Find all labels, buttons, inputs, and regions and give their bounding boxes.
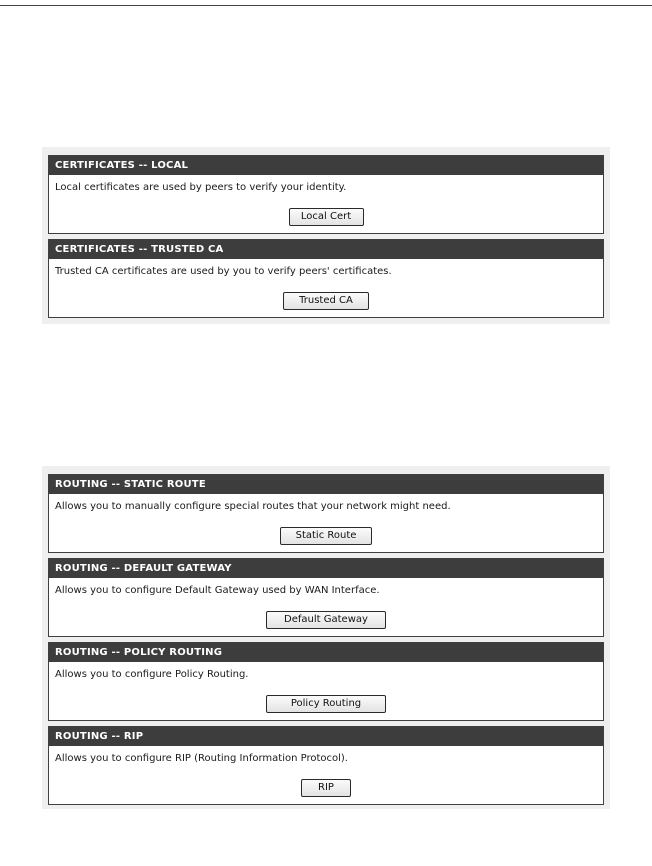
panel-routing-default-gateway	[48, 558, 604, 637]
panel-description: Allows you to configure Policy Routing.	[55, 669, 249, 680]
panel-description: Local certificates are used by peers to verify your identity.	[55, 182, 347, 193]
panel-routing-policy-routing	[48, 642, 604, 721]
panel-routing-rip	[48, 726, 604, 805]
page-top-rule	[0, 5, 652, 6]
panel-title: CERTIFICATES -- TRUSTED CA	[49, 240, 603, 259]
panel-description: Allows you to configure RIP (Routing Information Protocol).	[55, 753, 348, 764]
panel-description: Allows you to configure Default Gateway used by WAN Interface.	[55, 585, 380, 596]
rip-button[interactable]: RIP	[301, 779, 351, 797]
trusted-ca-button[interactable]: Trusted CA	[283, 292, 369, 310]
default-gateway-button[interactable]: Default Gateway	[266, 611, 386, 629]
panel-certificates-local	[48, 155, 604, 234]
policy-routing-button[interactable]: Policy Routing	[266, 695, 386, 713]
panel-title: CERTIFICATES -- LOCAL	[49, 156, 603, 175]
routing-group	[42, 466, 610, 809]
panel-title: ROUTING -- DEFAULT GATEWAY	[49, 559, 603, 578]
certificates-group	[42, 147, 610, 324]
panel-description: Trusted CA certificates are used by you to verify peers' certificates.	[55, 266, 392, 277]
local-cert-button[interactable]: Local Cert	[289, 208, 364, 226]
panel-certificates-trusted-ca	[48, 239, 604, 318]
panel-title: ROUTING -- POLICY ROUTING	[49, 643, 603, 662]
panel-title: ROUTING -- RIP	[49, 727, 603, 746]
panel-title: ROUTING -- STATIC ROUTE	[49, 475, 603, 494]
panel-routing-static-route	[48, 474, 604, 553]
panel-description: Allows you to manually configure special routes that your network might need.	[55, 501, 451, 512]
static-route-button[interactable]: Static Route	[280, 527, 372, 545]
